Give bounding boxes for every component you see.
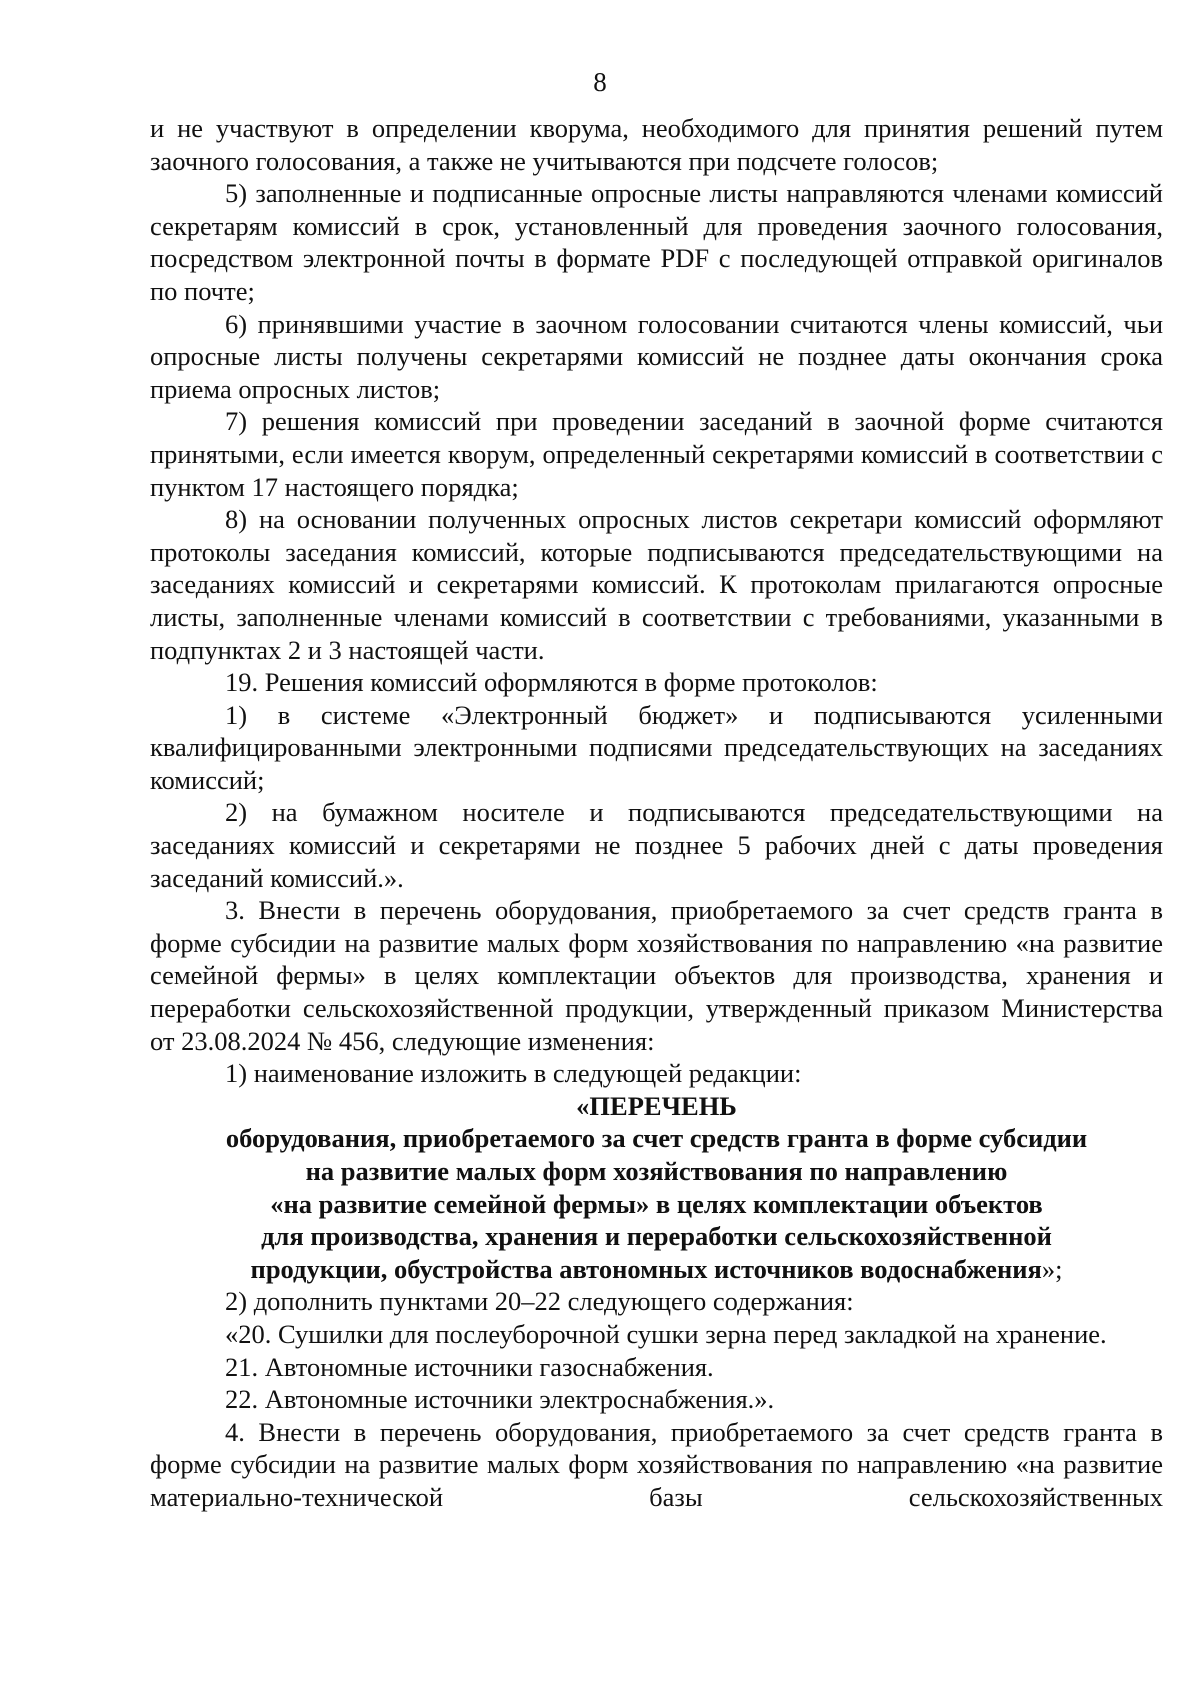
list-title-line-4: «на развитие семейной фермы» в целях комплектации объектов [270,1188,1043,1219]
document-body [150,112,1163,1514]
list-title-line-6-text: продукции, обустройства автономных источников водоснабжения [250,1253,1042,1284]
paragraph-section-3-item-2: 2) дополнить пунктами 20–22 следующего содержания: [225,1286,854,1317]
paragraph-section-3: 3. Внести в перечень оборудования, приобретаемого за счет средств гранта в форме субсидии на развитие малых форм хозяйствования по направлению «на развитие семейной фермы» в целях комплектации объектов для производства, хранения и переработки сельскохозяйственной продукции, утвержденный приказом Министерства от 23.08.2024 № 456, следующие изменения: [150,895,1163,1056]
paragraph-clause-19-item-2: 2) на бумажном носителе и подписываются председательствующими на заседаниях комиссий и секретарями не позднее 5 рабочих дней с даты проведения заседаний комиссий.». [150,797,1163,893]
list-title-line-3: на развитие малых форм хозяйствования по направлению [305,1156,1008,1186]
paragraph-point-21: 21. Автономные источники газоснабжения. [225,1351,714,1382]
paragraph-point-22: 22. Автономные источники электроснабжения.». [225,1384,775,1415]
list-title-line-6 [150,1253,1163,1286]
paragraph-item-8: 8) на основании полученных опросных листов секретари комиссий оформляют протоколы заседания комиссий, которые подписываются председательствующими на заседаниях комиссий и секретарями комиссий. К протоколам прилагаются опросные листы, заполненные членами комиссий в соответствии с требованиями, указанными в подпунктах 2 и 3 настоящей части. [150,504,1163,665]
list-title-line-1: «ПЕРЕЧЕНЬ [576,1090,737,1121]
paragraph-item-7: 7) решения комиссий при проведении заседаний в заочной форме считаются принятыми, если имеется кворум, определенный секретарями комиссий в соответствии с пунктом 17 настоящего порядка; [150,406,1163,502]
list-title-closing: »; [1041,1253,1063,1284]
paragraph-section-4: 4. Внести в перечень оборудования, приобретаемого за счет средств гранта в форме субсидии на развитие малых форм хозяйствования по направлению «на развитие материально-технической базы сельскохозяйственных [150,1416,1163,1512]
paragraph-section-3-item-1: 1) наименование изложить в следующей редакции: [225,1058,802,1089]
paragraph-clause-19-item-1: 1) в системе «Электронный бюджет» и подписываются усиленными квалифицированными электронными подписями председательствующих на заседаниях комиссий; [150,699,1163,795]
paragraph-continuation: и не участвуют в определении кворума, необходимого для принятия решений путем заочного голосования, а также не учитываются при подсчете голосов; [150,113,1163,176]
paragraph-clause-19: 19. Решения комиссий оформляются в форме протоколов: [225,667,878,698]
paragraph-item-5: 5) заполненные и подписанные опросные листы направляются членами комиссий секретарям комиссий в срок, установленный для проведения заочного голосования, посредством электронной почты в формате PDF с последующей отправкой оригиналов по почте; [150,178,1163,306]
list-title-line-5: для производства, хранения и переработки сельскохозяйственной [261,1221,1052,1252]
paragraph-item-6: 6) принявшими участие в заочном голосовании считаются члены комиссий, чьи опросные листы получены секретарями комиссий не позднее даты окончания срока приема опросных листов; [150,308,1163,404]
list-title-line-2: оборудования, приобретаемого за счет средств гранта в форме субсидии [225,1123,1088,1154]
list-title [150,1090,1163,1286]
paragraph-point-20: «20. Сушилки для послеуборочной сушки зерна перед закладкой на хранение. [225,1318,1107,1349]
page-number: 8 [593,67,607,97]
